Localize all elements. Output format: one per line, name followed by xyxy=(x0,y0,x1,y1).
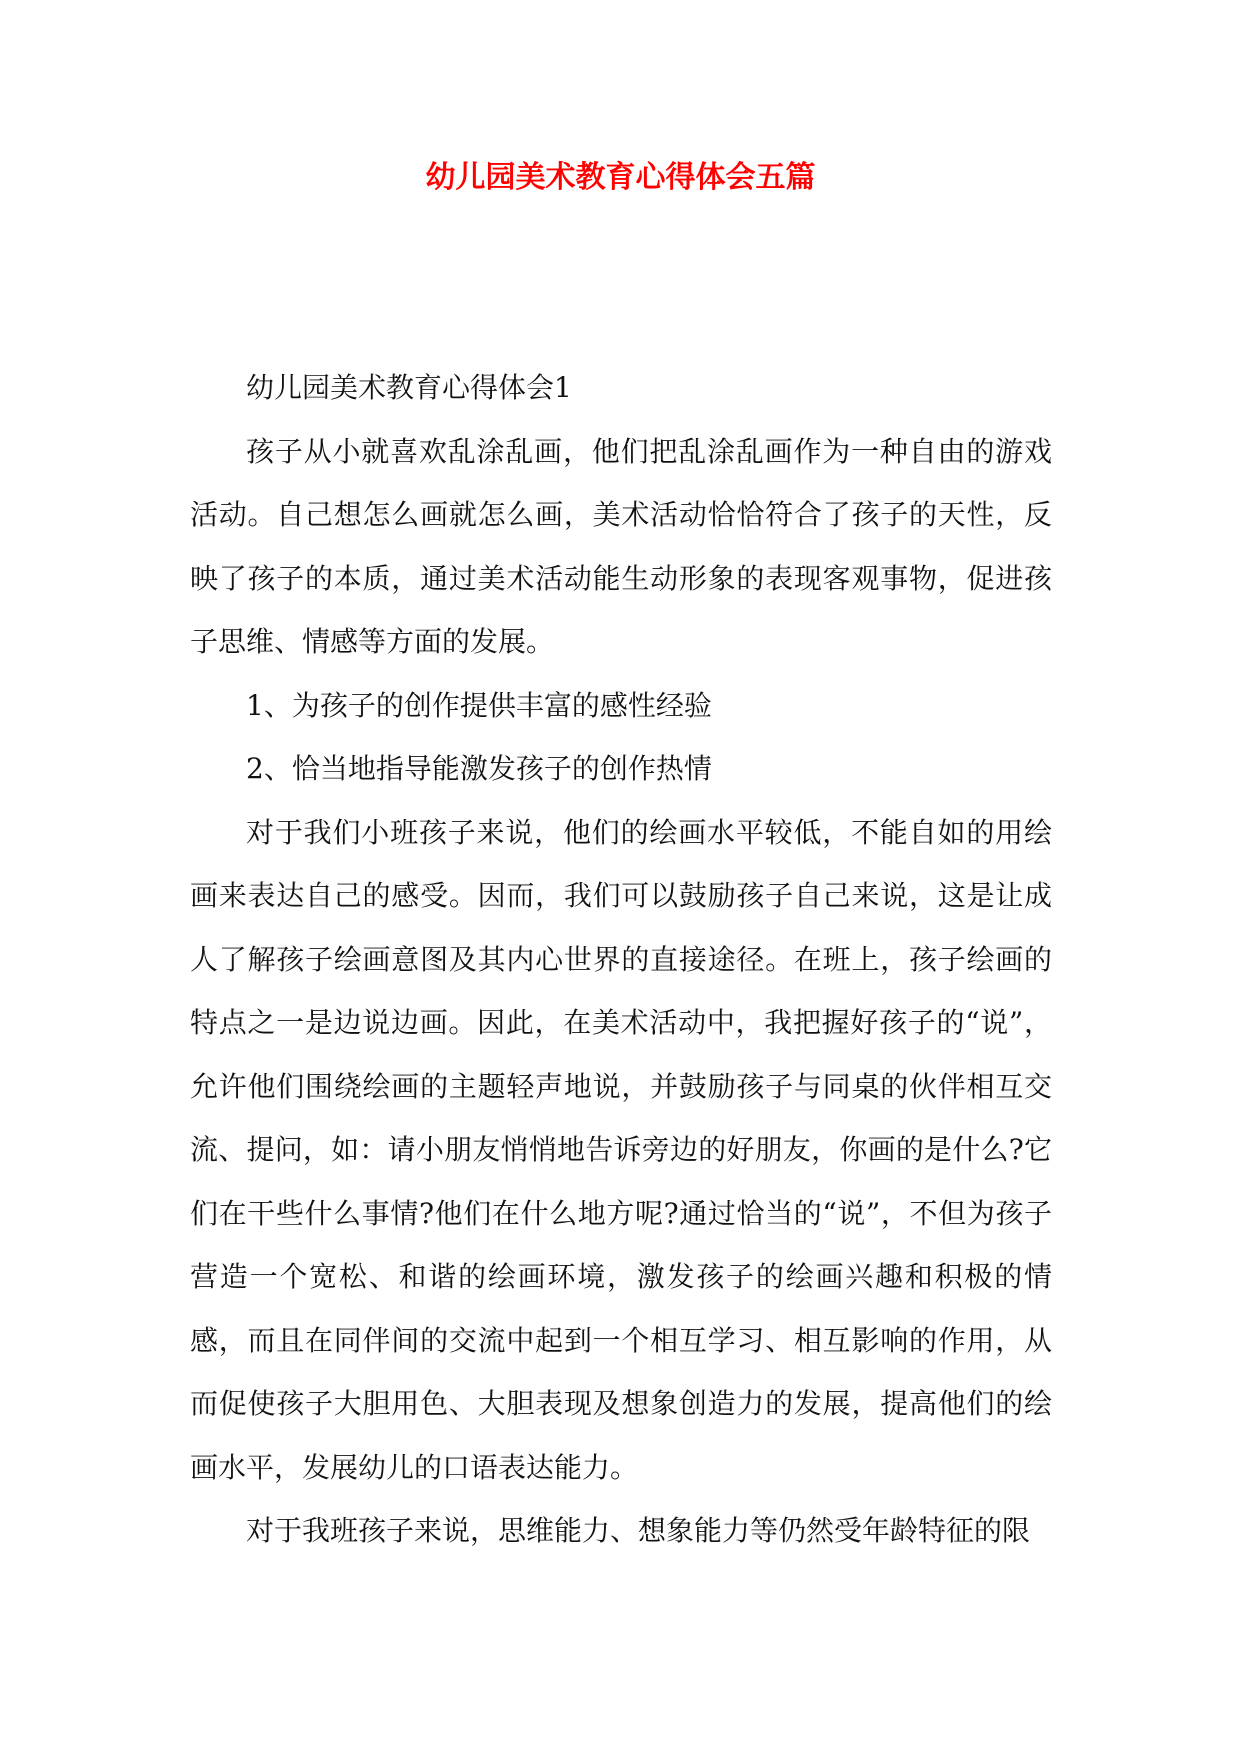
list-item: 2、恰当地指导能激发孩子的创作热情 xyxy=(246,752,712,785)
paragraph: 孩子从小就喜欢乱涂乱画，他们把乱涂乱画作为一种自由的游戏活动。自己想怎么画就怎么画，美术活动恰恰符合了孩子的天性，反映了孩子的本质，通过美术活动能生动形象的表现客观事物，促进孩子思维、情感等方面的发展。 xyxy=(190,434,1052,658)
document-title: 幼儿园美术教育心得体会五篇 xyxy=(425,160,816,195)
paragraph: 对于我班孩子来说，思维能力、想象能力等仍然受年龄特征的限 xyxy=(246,1514,1031,1547)
paragraph: 对于我们小班孩子来说，他们的绘画水平较低，不能自如的用绘画来表达自己的感受。因而，我们可以鼓励孩子自己来说，这是让成人了解孩子绘画意图及其内心世界的直接途径。在班上，孩子绘画的特点之一是边说边画。因此，在美术活动中，我把握好孩子的“说”，允许他们围绕绘画的主题轻声地说，并鼓励孩子与同桌的伙伴相互交流、提问，如：请小朋友悄悄地告诉旁边的好朋友，你画的是什么?它们在干些什么事情?他们在什么地方呢?通过恰当的“说”，不但为孩子营造一个宽松、和谐的绘画环境，激发孩子的绘画兴趣和积极的情感，而且在同伴间的交流中起到一个相互学习、相互影响的作用，从而促使孩子大胆用色、大胆表现及想象创造力的发展，提高他们的绘画水平，发展幼儿的口语表达能力。 xyxy=(190,815,1052,1484)
section-heading: 幼儿园美术教育心得体会1 xyxy=(246,371,572,404)
document-body xyxy=(190,356,1052,1563)
list-item: 1、为孩子的创作提供丰富的感性经验 xyxy=(246,688,712,722)
